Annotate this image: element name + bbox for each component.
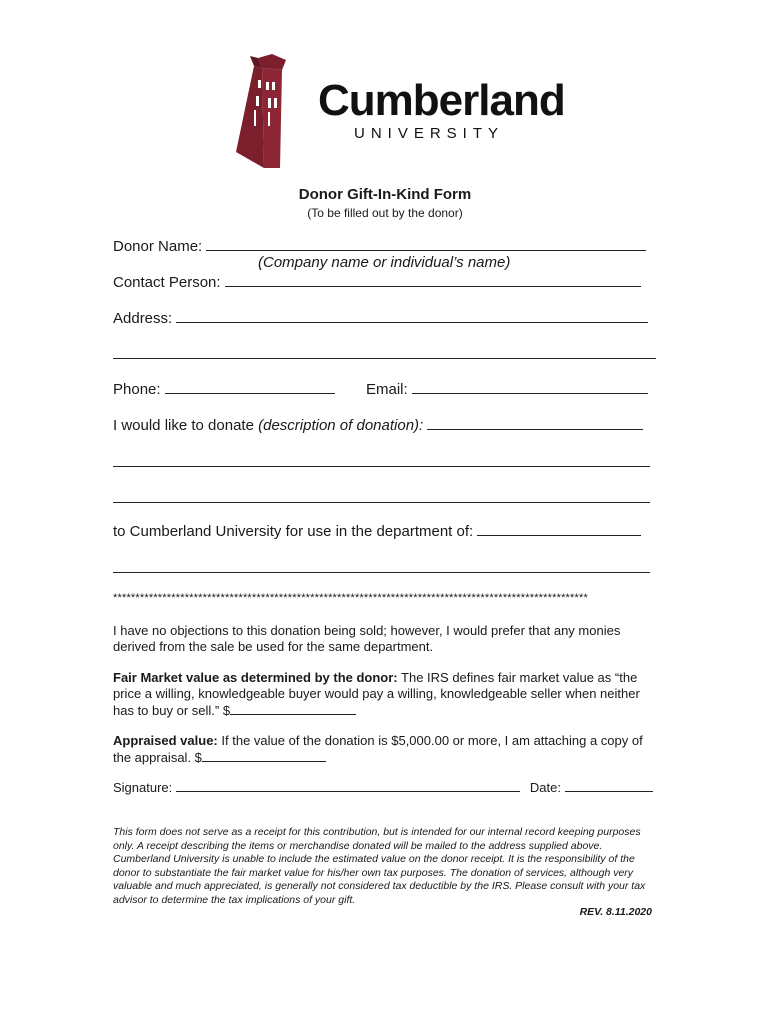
fair-market-paragraph <box>113 670 661 719</box>
form-title: Donor Gift-In-Kind Form <box>298 186 472 203</box>
email-row <box>366 379 648 398</box>
signature-label: Signature: <box>113 780 173 795</box>
address-field[interactable] <box>176 308 648 323</box>
appraised-amount-field[interactable] <box>202 749 326 762</box>
donate-label: I would like to donate <box>113 417 254 434</box>
address-label: Address: <box>113 310 173 327</box>
disclaimer-text: This form does not serve as a receipt for this contribution, but is intended for our internal record keeping purposes only. A receipt describing the items or merchandise donated will be mailed to the address supplied above. Cumberland University is unable to include the estimated value on the donor receipt. It is the responsibility of the donor to substantiate the fair market value for his/her own tax purposes. The donation of services, although very valuable and much appreciated, is generally not considered tax deductible by the IRS. Please consult with your tax advisor to determine the tax implications of your gift. <box>113 826 646 906</box>
donation-field-3[interactable] <box>113 488 650 503</box>
fmv-heading: Fair Market value as determined by the donor: <box>113 670 398 685</box>
contact-label: Contact Person: <box>113 274 221 291</box>
signature-row <box>113 779 653 795</box>
department-field[interactable] <box>477 521 641 536</box>
donation-row <box>113 415 643 434</box>
donation-row-2 <box>113 452 650 471</box>
donor-name-label: Donor Name: <box>113 238 203 255</box>
donate-hint: (description of donation): <box>258 417 424 434</box>
contact-row <box>113 272 641 291</box>
objection-text: I have no objections to this donation being sold; however, I would prefer that any monies derived from the sale be used for the same department. <box>113 623 621 654</box>
logo-subtitle: UNIVERSITY <box>354 125 505 142</box>
form-subtitle: (To be filled out by the donor) <box>307 206 463 220</box>
email-label: Email: <box>366 381 408 398</box>
phone-label: Phone: <box>113 381 161 398</box>
department-field-2[interactable] <box>113 558 650 573</box>
contact-field[interactable] <box>225 272 641 287</box>
fmv-text: The IRS defines fair market value as “the price a willing, knowledgeable buyer would pay a willing, knowledgeable seller when neither has to buy or sell.” $ <box>113 670 640 718</box>
date-field[interactable] <box>565 779 653 792</box>
phone-row <box>113 379 335 398</box>
logo-wordmark: Cumberland <box>318 76 565 125</box>
date-label: Date: <box>529 780 561 795</box>
donor-name-field[interactable] <box>206 236 646 251</box>
donation-field-2[interactable] <box>113 452 650 467</box>
separator-stars: ********************************************************************************************************** <box>113 592 588 604</box>
department-row-2 <box>113 558 650 577</box>
revision-label: REV. 8.11.2020 <box>579 906 652 918</box>
donor-name-row <box>113 236 646 255</box>
signature-field[interactable] <box>176 779 520 792</box>
address-field-2[interactable] <box>113 344 656 359</box>
bell-tower-icon <box>232 52 312 168</box>
appraised-heading: Appraised value: <box>113 733 218 748</box>
department-label: to Cumberland University for use in the department of: <box>113 523 474 540</box>
appraised-text: If the value of the donation is $5,000.00 or more, I am attaching a copy of the appraisal. $ <box>113 733 643 765</box>
appraised-paragraph <box>113 733 661 766</box>
donation-row-3 <box>113 488 650 507</box>
donor-name-hint: (Company name or individual’s name) <box>258 254 511 271</box>
address-row <box>113 308 648 327</box>
department-row <box>113 521 641 540</box>
donation-field[interactable] <box>427 415 643 430</box>
university-logo <box>232 52 565 168</box>
fmv-amount-field[interactable] <box>230 702 356 715</box>
phone-field[interactable] <box>165 379 335 394</box>
email-field[interactable] <box>412 379 648 394</box>
address-row-2 <box>113 344 656 363</box>
